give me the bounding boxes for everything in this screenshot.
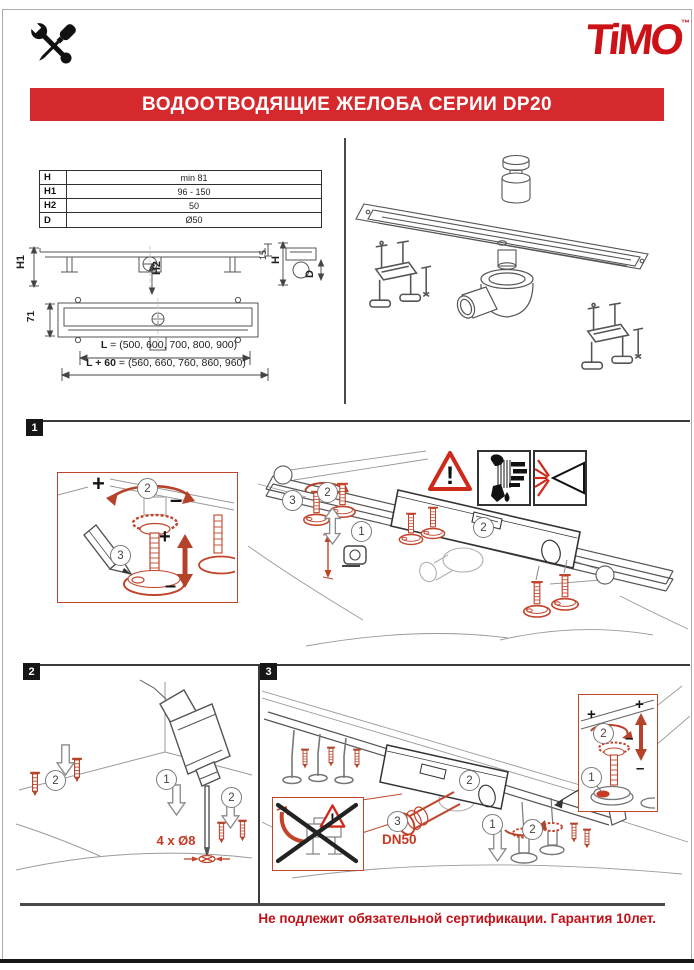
pipe-size-label: DN50 xyxy=(382,832,417,847)
certification-note: Не подлежит обязательной сертификации. Гарантия 10лет. xyxy=(258,911,656,926)
step-1-number xyxy=(26,419,43,436)
callout-2: 2 xyxy=(522,819,543,840)
table-row xyxy=(40,199,321,213)
spec-value: 96 - 150 xyxy=(177,186,211,197)
tech-section-divider xyxy=(344,138,346,404)
callout-2: 2 xyxy=(137,478,158,499)
length-plus60-formula xyxy=(60,357,272,369)
page-border-bottom xyxy=(0,959,694,963)
table-row xyxy=(40,213,321,227)
spec-param: D xyxy=(40,213,67,227)
length-values: = (500, 600, 700, 800, 900) xyxy=(107,339,238,351)
callout-2: 2 xyxy=(459,770,480,791)
minus-sign: – xyxy=(170,487,183,512)
callout-2: 2 xyxy=(317,482,338,503)
dowel xyxy=(217,823,226,844)
table-row xyxy=(40,171,321,185)
dim-label-71: 71 xyxy=(26,310,38,323)
wrong-installation-inset xyxy=(272,797,364,871)
step23-vertical-divider xyxy=(258,664,260,905)
feet-assembly xyxy=(370,241,431,307)
step2-drilling-diagram xyxy=(14,678,254,902)
callout-2: 2 xyxy=(45,770,66,791)
step-label: 2 xyxy=(28,665,35,678)
spec-value: min 81 xyxy=(180,172,208,183)
callout-3: 3 xyxy=(110,545,131,566)
warning-triangle-icon xyxy=(427,449,473,493)
title-banner xyxy=(30,88,664,121)
side-view-drawing xyxy=(24,240,326,298)
length-formula xyxy=(84,339,254,351)
spec-param: H1 xyxy=(40,185,67,198)
length60-values: = (560, 660, 760, 860, 960) xyxy=(115,357,246,369)
callout-1: 1 xyxy=(156,769,177,790)
drain-stub xyxy=(498,250,516,269)
callout-1: 1 xyxy=(351,521,372,542)
siphon-trap xyxy=(454,270,533,321)
callout-3: 3 xyxy=(282,490,303,511)
sharp-edge-warning-icon xyxy=(533,450,587,506)
tools-icon xyxy=(22,16,86,78)
feet-assembly xyxy=(582,303,643,369)
plus-sign: + xyxy=(159,526,171,548)
page-border-top xyxy=(2,9,692,10)
page-border-right xyxy=(691,9,692,960)
dowel xyxy=(301,750,309,769)
dim-label-h: H xyxy=(269,256,282,264)
spec-table xyxy=(39,170,322,228)
dowel xyxy=(238,821,247,842)
dowel xyxy=(327,748,335,767)
dim-label-15: 15 xyxy=(258,249,269,261)
step-label: 3 xyxy=(265,665,272,678)
length-label: L xyxy=(100,339,108,351)
minus-sign: – xyxy=(636,760,645,777)
callout-2: 2 xyxy=(473,517,494,538)
spirit-level xyxy=(380,745,508,809)
down-arrow xyxy=(168,785,185,815)
dim-label-h2: H2 xyxy=(151,260,164,276)
spec-param: H2 xyxy=(40,199,67,212)
spec-value: Ø50 xyxy=(185,215,203,225)
step-label: 1 xyxy=(31,421,38,434)
page-border-left xyxy=(2,9,3,960)
step-3-number xyxy=(260,663,277,680)
foot-adjustment-inset xyxy=(578,694,658,812)
dim-label-h1: H1 xyxy=(15,254,28,270)
wrong-installation-drawing xyxy=(273,798,361,868)
plus-sign: + xyxy=(587,706,596,723)
left-feet xyxy=(283,730,353,784)
dowel xyxy=(353,750,361,769)
drill xyxy=(140,680,230,856)
drain-trap-ghost xyxy=(417,548,483,584)
step-2-number xyxy=(23,663,40,680)
dowel xyxy=(570,824,578,843)
callout-3: 3 xyxy=(387,811,408,832)
brand-text: TiMO xyxy=(583,16,684,64)
sharp-edge-hand-warning-icon xyxy=(477,450,531,506)
drain-cap xyxy=(502,156,530,204)
page-title: ВОДООТВОДЯЩИЕ ЖЕЛОБА СЕРИИ DP20 xyxy=(142,93,552,115)
dowel xyxy=(583,830,591,849)
length60-label: L + 60 xyxy=(86,357,116,369)
timo-logo xyxy=(536,16,690,74)
callout-1: 1 xyxy=(482,814,503,835)
drill-hole-mark xyxy=(184,856,230,863)
dim-label-d: D xyxy=(303,270,316,278)
step23-divider xyxy=(40,664,690,666)
minus-sign: – xyxy=(165,575,177,597)
footer-divider xyxy=(20,903,665,906)
callout-2: 2 xyxy=(221,787,242,808)
table-row xyxy=(40,185,321,199)
plus-sign: + xyxy=(92,471,105,496)
minus-sign: – xyxy=(625,730,634,747)
spec-value: 50 xyxy=(188,200,199,211)
callout-1: 1 xyxy=(581,767,602,788)
down-arrow xyxy=(489,831,506,861)
plus-sign: + xyxy=(635,696,644,713)
step1-divider xyxy=(43,420,690,422)
callout-2: 2 xyxy=(593,723,614,744)
hole-size-label: 4 x Ø8 xyxy=(156,833,196,848)
spec-param: H xyxy=(40,171,67,184)
foot-adjustment-inset xyxy=(57,472,238,603)
exploded-assembly-drawing xyxy=(350,146,684,400)
trademark-symbol: ™ xyxy=(681,18,690,28)
